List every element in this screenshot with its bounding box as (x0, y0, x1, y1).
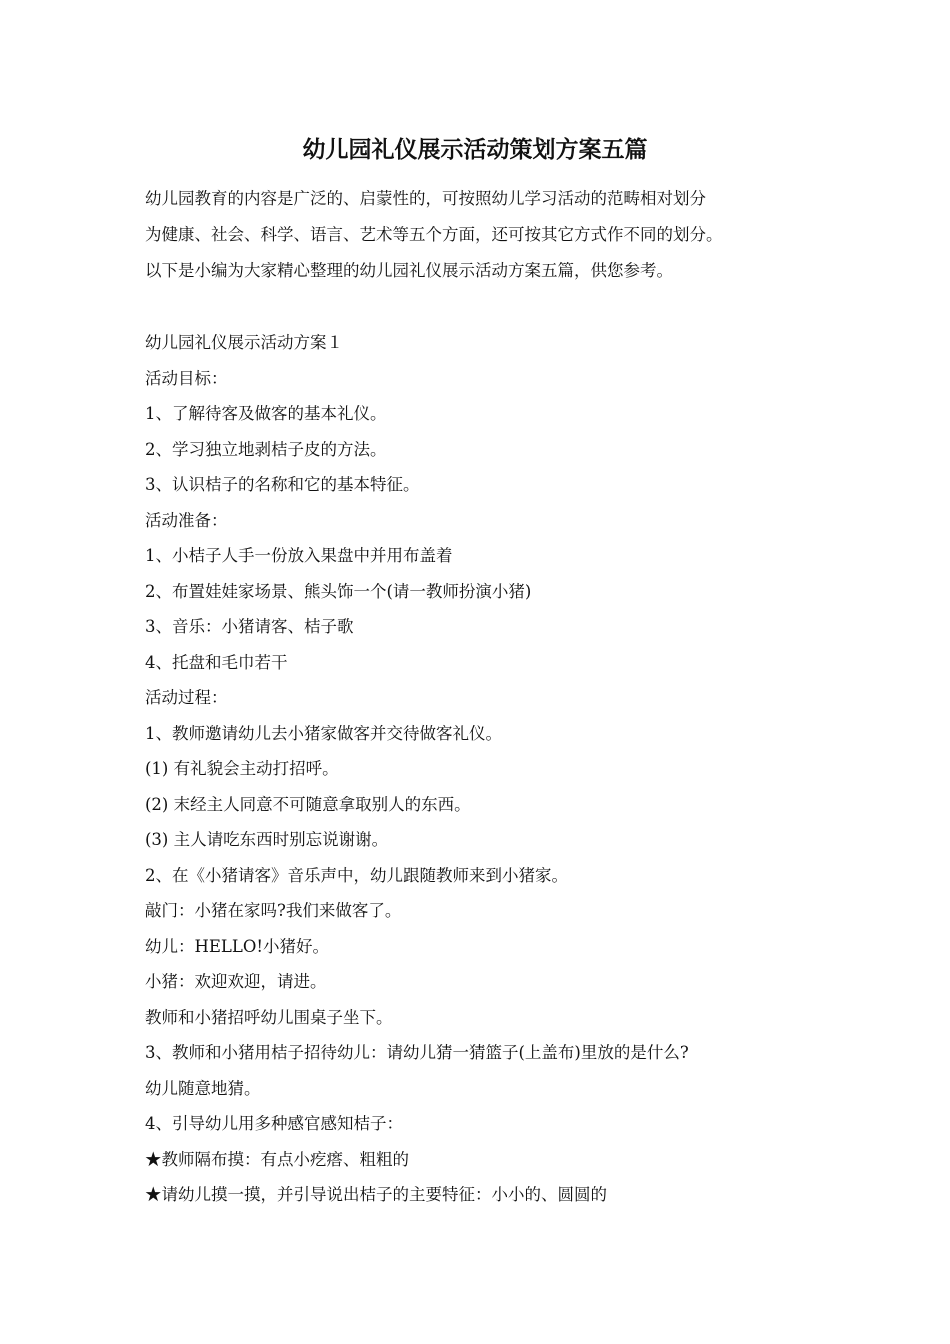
subheading-preparation: 活动准备： (145, 510, 228, 530)
body-line: 2、布置娃娃家场景、熊头饰一个(请一教师扮演小猪) (145, 581, 532, 601)
subheading-goals: 活动目标： (145, 368, 228, 388)
subheading-process: 活动过程： (145, 688, 228, 707)
body-line: (2) 末经主人同意不可随意拿取别人的东西。 (145, 794, 471, 814)
intro-line: 幼儿园教育的内容是广泛的、启蒙性的，可按照幼儿学习活动的范畴相对划分 (145, 189, 706, 208)
body-line: 教师和小猪招呼幼儿围桌子坐下。 (145, 1007, 393, 1027)
section-heading: 幼儿园礼仪展示活动方案１ (145, 333, 343, 352)
body-line: 幼儿：HELLO!小猪好。 (145, 936, 330, 956)
body-line: 敲门：小猪在家吗?我们来做客了。 (145, 901, 402, 920)
body-line: ★请幼儿摸一摸，并引导说出桔子的主要特征：小小的、圆圆的 (145, 1185, 607, 1204)
body-line: 2、学习独立地剥桔子皮的方法。 (145, 439, 387, 459)
body-line: 幼儿随意地猜。 (145, 1078, 261, 1098)
body-line: (3) 主人请吃东西时别忘说谢谢。 (145, 830, 389, 849)
body-line: 小猪：欢迎欢迎，请进。 (145, 972, 327, 991)
intro-line: 以下是小编为大家精心整理的幼儿园礼仪展示活动方案五篇，供您参考。 (145, 261, 673, 280)
body-line: 1、教师邀请幼儿去小猪家做客并交待做客礼仪。 (145, 723, 502, 743)
body-line: 3、教师和小猪用桔子招待幼儿：请幼儿猜一猜篮子(上盖布)里放的是什么? (145, 1043, 689, 1062)
intro-paragraph (145, 181, 825, 289)
body-line: ★教师隔布摸：有点小疙瘩、粗粗的 (145, 1149, 409, 1169)
body-line: 3、音乐：小猪请客、桔子歌 (145, 617, 354, 636)
document-title: 幼儿园礼仪展示活动策划方案五篇 (302, 136, 648, 163)
body-line: 3、认识桔子的名称和它的基本特征。 (145, 475, 420, 494)
body-line: (1) 有礼貌会主动打招呼。 (145, 759, 339, 778)
body-line: 2、在《小猪请客》音乐声中，幼儿跟随教师来到小猪家。 (145, 865, 568, 885)
body-line: 4、引导幼儿用多种感官感知桔子： (145, 1114, 403, 1133)
body-line: 4、托盘和毛巾若干 (145, 652, 288, 672)
document-body (145, 325, 825, 1213)
intro-line: 为健康、社会、科学、语言、艺术等五个方面，还可按其它方式作不同的划分。 (145, 225, 723, 244)
body-line: 1、了解待客及做客的基本礼仪。 (145, 404, 387, 423)
body-line: 1、小桔子人手一份放入果盘中并用布盖着 (145, 546, 453, 565)
